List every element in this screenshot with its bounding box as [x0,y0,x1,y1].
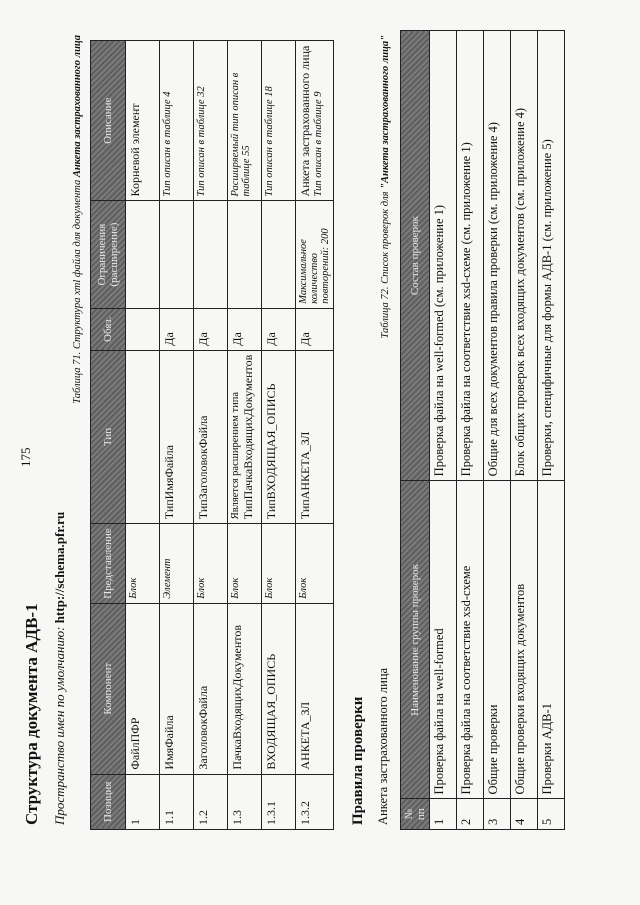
table-row [160,41,194,830]
cell-representation: Блок [228,524,262,604]
cell-description-note: Тип описан в таблице 32 [194,41,228,201]
cell-restrictions [194,201,228,308]
table-row [296,41,334,830]
namespace-value: http://schema.pfr.ru [52,511,67,624]
cell-checks-list: Проверка файла на well-formed (см. приложение 1) [430,31,457,481]
table71-caption [72,35,83,485]
table71-caption-doc: Анкета застрахованного лица [72,35,83,178]
page-number: 175 [18,447,33,467]
cell-type: ТипВХОДЯЩАЯ_ОПИСЬ [262,350,296,524]
cell-checks-list: Блок общих проверок всех входящих документов (см. приложение 4) [511,31,538,481]
cell-type [126,350,160,524]
header-representation: Представление [91,524,126,604]
cell-obligatory: Да [160,308,194,350]
table-row [538,31,565,830]
header-description: Описание [91,41,126,201]
cell-number: 5 [538,799,565,830]
table-row [262,41,296,830]
cell-description [126,41,160,201]
header-checks-list: Состав проверок [401,31,430,481]
header-position: Позиция [91,774,126,829]
cell-number: 4 [511,799,538,830]
table-row [194,41,228,830]
cell-checks-list: Общие для всех документов правила проверки (см. приложение 4) [484,31,511,481]
cell-representation: Блок [262,524,296,604]
cell-restrictions [262,201,296,308]
table72-caption-doc: "Анкета застрахованного лица" [380,35,391,189]
cell-number: 3 [484,799,511,830]
namespace-label: Пространство имен по умолчанию: [52,626,67,825]
cell-number: 2 [457,799,484,830]
cell-representation: Блок [126,524,160,604]
cell-component: ВХОДЯЩАЯ_ОПИСЬ [262,603,296,774]
cell-group-name: Проверка файла на соответствие xsd-схеме [457,481,484,799]
cell-restrictions [228,201,262,308]
type-name: ТипПачкаВходящихДокументов [241,354,255,520]
cell-component: ФайлПФР [126,603,160,774]
description-text: Корневой элемент [128,103,142,197]
cell-component: ЗаголовокФайла [194,603,228,774]
header-restrictions: Ограничения (расширение) [91,201,126,308]
cell-position: 1.3.1 [262,774,296,829]
cell-type: ТипЗаголовокФайла [194,350,228,524]
cell-description-note: Тип описан в таблице 18 [262,41,296,201]
cell-restrictions [126,201,160,308]
description-text: Анкета застрахованного лица [298,45,312,197]
header-obligatory: Обяз. [91,308,126,350]
cell-representation: Блок [194,524,228,604]
type-prefix: Является расширением типа [230,391,241,520]
table-row [484,31,511,830]
cell-obligatory: Да [194,308,228,350]
structure-table [90,40,334,830]
cell-obligatory: Да [228,308,262,350]
cell-group-name: Проверки АДВ-1 [538,481,565,799]
header-component: Компонент [91,603,126,774]
table72-caption [380,35,391,485]
cell-representation: Элемент [160,524,194,604]
cell-component: ПачкаВходящихДокументов [228,603,262,774]
cell-position: 1 [126,774,160,829]
cell-description-note: Расширяемый тип описан в таблице 55 [228,41,262,201]
checks-table-header [401,31,430,830]
namespace-line [52,512,68,825]
cell-position: 1.3.2 [296,774,334,829]
cell-checks-list: Проверки, специфичные для формы АДВ-1 (см. приложение 5) [538,31,565,481]
rules-title: Правила проверки [350,696,366,825]
header-type: Тип [91,350,126,524]
cell-number: 1 [430,799,457,830]
table-row [430,31,457,830]
cell-group-name: Проверка файла на well-formed [430,481,457,799]
cell-component: АНКЕТА_ЗЛ [296,603,334,774]
cell-obligatory: Да [296,308,334,350]
cell-component: ИмяФайла [160,603,194,774]
table72-caption-prefix: Таблица 72. Список проверок для [380,188,391,339]
table-row [126,41,160,830]
header-number: № пп [401,799,430,830]
cell-representation: Блок [296,524,334,604]
cell-position: 1.1 [160,774,194,829]
cell-checks-list: Проверка файла на соответствие xsd-схеме (см. приложение 1) [457,31,484,481]
structure-table-header [91,41,126,830]
document-title: Структура документа АДВ-1 [22,603,41,825]
cell-obligatory: Да [262,308,296,350]
table-row [457,31,484,830]
cell-description [296,41,334,201]
table71-caption-prefix: Таблица 71. Структура xml файла для документа [72,177,83,404]
cell-group-name: Общие проверки входящих документов [511,481,538,799]
cell-type [228,350,262,524]
cell-position: 1.2 [194,774,228,829]
cell-type: ТипИмяФайла [160,350,194,524]
header-group-name: Наименование группы проверок [401,481,430,799]
cell-restrictions [160,201,194,308]
cell-group-name: Общие проверки [484,481,511,799]
cell-restrictions: Максимальное количество повторений: 200 [296,201,334,308]
cell-description-note: Тип описан в таблице 4 [160,41,194,201]
cell-position: 1.3 [228,774,262,829]
description-note: Тип описан в таблице 9 [313,91,324,197]
table-row [228,41,262,830]
table-row [511,31,538,830]
cell-type: ТипАНКЕТА_ЗЛ [296,350,334,524]
cell-obligatory [126,308,160,350]
rules-subtitle: Анкета застрахованного лица [376,667,390,825]
checks-table [400,30,565,830]
